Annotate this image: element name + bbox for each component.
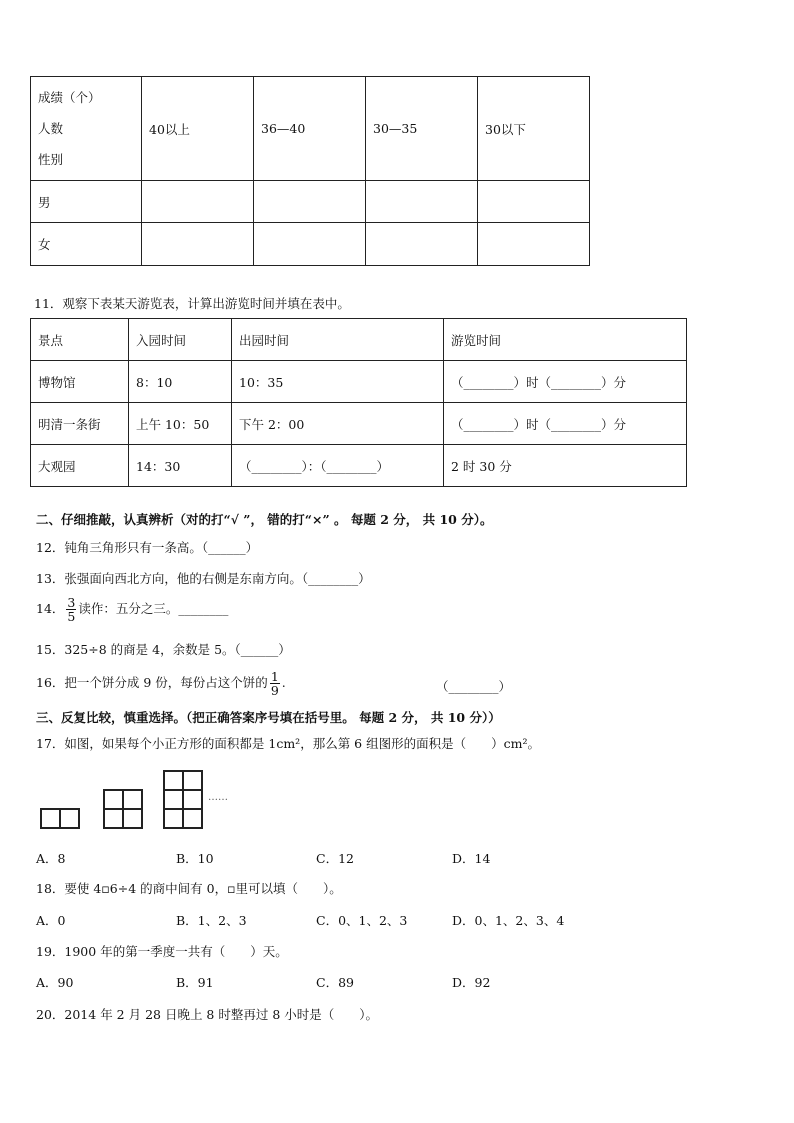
table-cell: 博物馆	[31, 361, 129, 403]
column-header: 景点	[31, 319, 129, 361]
header-line: 性别	[38, 152, 64, 167]
table-cell: 大观园	[31, 445, 129, 487]
question-18: 18．要使 4▫6÷4 的商中间有 0，▫里可以填（ ）。	[36, 881, 342, 896]
option-b[interactable]: B．1、2、3	[176, 913, 247, 928]
fraction	[270, 670, 280, 697]
score-table	[30, 76, 590, 266]
option-c[interactable]: C．0、1、2、3	[316, 913, 408, 928]
answer-cell[interactable]	[478, 181, 590, 223]
option-a[interactable]: A．8	[36, 851, 66, 866]
option-b[interactable]: B．10	[176, 851, 214, 866]
table-cell: 8：10	[129, 361, 232, 403]
column-header: 30—35	[366, 77, 478, 181]
question-text: 读作：五分之三。________	[78, 601, 229, 616]
question-13: 13．张强面向西北方向，他的右侧是东南方向。（________）	[36, 571, 371, 586]
answer-cell[interactable]	[366, 223, 478, 266]
denominator: 9	[270, 683, 279, 698]
tour-table	[30, 318, 687, 487]
numerator: 3	[67, 595, 76, 610]
option-d[interactable]: D．14	[452, 851, 491, 866]
table-cell: 14：30	[129, 445, 232, 487]
fraction	[66, 596, 76, 623]
column-header: 游览时间	[444, 319, 687, 361]
column-header: 入园时间	[129, 319, 232, 361]
period: .	[281, 675, 286, 690]
question-19: 19．1900 年的第一季度一共有（ ）天。	[36, 944, 288, 959]
answer-cell[interactable]: （________）时（________）分	[444, 361, 687, 403]
answer-blank-16[interactable]: （________）	[436, 679, 512, 694]
question-20: 20．2014 年 2 月 28 日晚上 8 时整再过 8 小时是（ ）。	[36, 1007, 378, 1022]
table-cell: 上午 10：50	[129, 403, 232, 445]
option-b[interactable]: B．91	[176, 975, 214, 990]
question-number: 14．	[36, 601, 65, 616]
question-12: 12．钝角三角形只有一条高。（______）	[36, 540, 259, 555]
answer-cell[interactable]	[478, 223, 590, 266]
figure-group-1	[40, 808, 80, 829]
answer-cell[interactable]	[142, 223, 254, 266]
option-d[interactable]: D．0、1、2、3、4	[452, 913, 565, 928]
figure-group-2	[103, 789, 143, 829]
answer-cell[interactable]	[366, 181, 478, 223]
table-cell: 10：35	[232, 361, 444, 403]
option-c[interactable]: C．89	[316, 975, 354, 990]
question-17: 17．如图，如果每个小正方形的面积都是 1cm²，那么第 6 组图形的面积是（ ）cm²。	[36, 736, 540, 751]
column-header: 30以下	[478, 77, 590, 181]
section-3-heading: 三、反复比较，慎重选择。（把正确答案序号填在括号里。 每题 2 分， 共 10 分））	[36, 710, 501, 725]
answer-cell[interactable]	[142, 181, 254, 223]
answer-cell[interactable]: （________）：（________）	[232, 445, 444, 487]
figure-group-3	[163, 770, 203, 829]
table-cell: 下午 2：00	[232, 403, 444, 445]
table-cell: 2 时 30 分	[444, 445, 687, 487]
ellipsis: ……	[208, 792, 228, 803]
numerator: 1	[270, 669, 279, 684]
header-line: 人数	[38, 121, 64, 136]
option-a[interactable]: A．90	[36, 975, 74, 990]
question-15: 15．325÷8 的商是 4，余数是 5。（______）	[36, 642, 291, 657]
table-cell: 明清一条街	[31, 403, 129, 445]
option-a[interactable]: A．0	[36, 913, 66, 928]
column-header: 出园时间	[232, 319, 444, 361]
question-11: 11．观察下表某天游览表，计算出游览时间并填在表中。	[34, 296, 350, 311]
question-14	[36, 596, 228, 623]
answer-cell[interactable]	[254, 181, 366, 223]
diagonal-header-cell	[31, 77, 142, 181]
answer-cell[interactable]	[254, 223, 366, 266]
column-header: 36—40	[254, 77, 366, 181]
option-d[interactable]: D．92	[452, 975, 491, 990]
answer-cell[interactable]: （________）时（________）分	[444, 403, 687, 445]
question-text: 16．把一个饼分成 9 份，每份占这个饼的	[36, 675, 268, 690]
row-label: 男	[31, 181, 142, 223]
header-line: 成绩（个）	[38, 90, 101, 105]
row-label: 女	[31, 223, 142, 266]
section-2-heading: 二、仔细推敲，认真辨析（对的打“√ ”， 错的打“×” 。 每题 2 分， 共 10 分）。	[36, 512, 493, 527]
question-16	[36, 670, 286, 697]
option-c[interactable]: C．12	[316, 851, 354, 866]
column-header: 40以上	[142, 77, 254, 181]
denominator: 5	[67, 609, 76, 624]
